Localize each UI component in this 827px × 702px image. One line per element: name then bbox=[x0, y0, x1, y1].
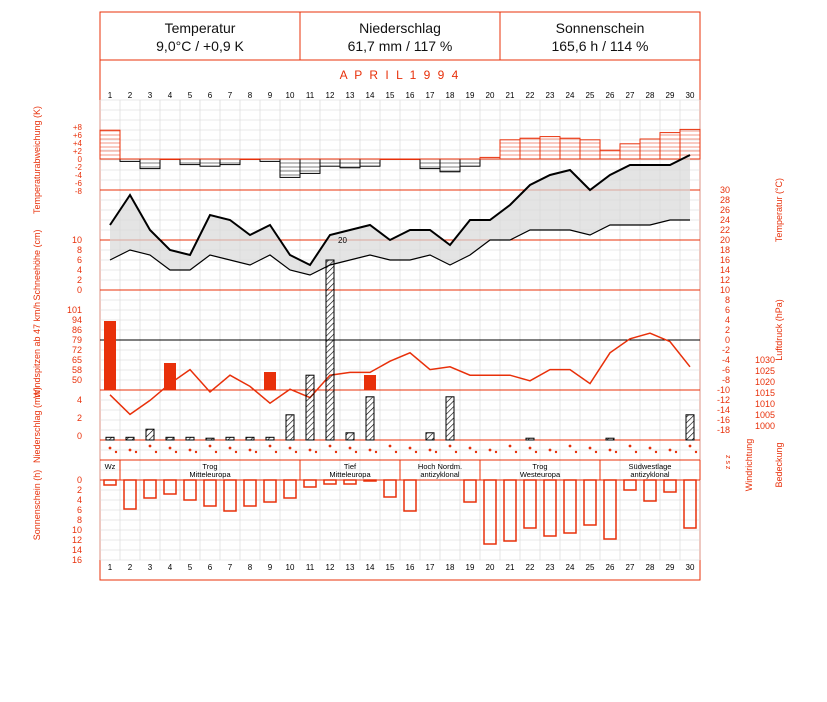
sunshine-bar bbox=[104, 480, 116, 485]
temperature-tick: -16 bbox=[716, 415, 730, 425]
temperature-tick: 12 bbox=[719, 275, 730, 285]
precip-bar bbox=[446, 397, 454, 440]
day-label-top: 8 bbox=[247, 91, 253, 100]
wind-dir-dot bbox=[349, 447, 352, 450]
sunshine-bar bbox=[484, 480, 496, 544]
cloud-dot bbox=[555, 451, 557, 453]
day-label-top: 28 bbox=[645, 91, 655, 100]
wind-dir-dot bbox=[269, 445, 272, 448]
wind-dir-dot bbox=[329, 445, 332, 448]
axis-title-sunshine: Sonnenschein (h) bbox=[32, 469, 42, 541]
wind-tick: 79 bbox=[71, 335, 82, 345]
cloud-dot bbox=[155, 451, 157, 453]
temperature-tick: -6 bbox=[721, 365, 730, 375]
day-label-top: 4 bbox=[167, 91, 173, 100]
temp-anomaly-bar bbox=[680, 129, 700, 159]
pressure-tick: 1010 bbox=[754, 399, 775, 409]
cloud-dot bbox=[115, 451, 117, 453]
wind-dir-dot bbox=[289, 447, 292, 450]
temp-anomaly-bar bbox=[280, 159, 300, 177]
day-label-top: 6 bbox=[207, 91, 213, 100]
wind-dir-dot bbox=[449, 445, 452, 448]
day-label-top: 12 bbox=[325, 91, 335, 100]
pressure-tick: 1020 bbox=[754, 377, 775, 387]
wind-tick: 86 bbox=[71, 325, 82, 335]
precip-bar bbox=[426, 433, 434, 440]
sunshine-bar bbox=[244, 480, 256, 506]
weather-type-label: Trog bbox=[202, 462, 218, 471]
cloud-dot bbox=[515, 451, 517, 453]
day-label-top: 13 bbox=[345, 91, 355, 100]
day-label-bottom: 19 bbox=[465, 563, 475, 572]
day-label-bottom: 6 bbox=[207, 563, 213, 572]
wind-dir-dot bbox=[549, 449, 552, 452]
precip-bar bbox=[346, 433, 354, 440]
temperature-tick: 4 bbox=[724, 315, 730, 325]
day-label-top: 7 bbox=[227, 91, 233, 100]
axis-title-temperature: Temperatur (°C) bbox=[774, 177, 784, 243]
temp-anomaly-tick: +6 bbox=[72, 131, 82, 140]
wind-dir-dot bbox=[569, 445, 572, 448]
wind-dir-dot bbox=[369, 449, 372, 452]
sunshine-bar bbox=[504, 480, 516, 541]
day-label-top: 20 bbox=[485, 91, 495, 100]
wind-dir-dot bbox=[129, 449, 132, 452]
temperature-tick: 26 bbox=[719, 205, 730, 215]
precip-tick: 4 bbox=[76, 395, 82, 405]
sunshine-tick: 12 bbox=[71, 535, 82, 545]
day-label-bottom: 25 bbox=[585, 563, 595, 572]
wind-dir-dot bbox=[649, 447, 652, 450]
snow-tick: 0 bbox=[76, 285, 82, 295]
sunshine-bar bbox=[564, 480, 576, 533]
weather-type-label: Mitteleuropa bbox=[329, 470, 371, 479]
temperature-tick: 2 bbox=[724, 325, 730, 335]
cloud-dot bbox=[455, 451, 457, 453]
header-precipitation-label: Niederschlag bbox=[359, 20, 441, 36]
wind-dir-dot bbox=[169, 447, 172, 450]
wind-dir-dot bbox=[309, 449, 312, 452]
weather-type-label: Mitteleuropa bbox=[189, 470, 231, 479]
day-label-bottom: 21 bbox=[505, 563, 515, 572]
sunshine-tick: 4 bbox=[76, 495, 82, 505]
sunshine-tick: 0 bbox=[76, 475, 82, 485]
header-temperature-value: 9,0°C / +0,9 K bbox=[156, 38, 244, 54]
cloud-dot bbox=[435, 451, 437, 453]
day-label-bottom: 27 bbox=[625, 563, 635, 572]
cloud-dot bbox=[675, 451, 677, 453]
precip-tick: 0 bbox=[76, 431, 82, 441]
temp-anomaly-tick: -2 bbox=[74, 163, 82, 172]
day-label-bottom: 3 bbox=[147, 563, 153, 572]
sunshine-bar bbox=[464, 480, 476, 502]
wind-dir-dot bbox=[529, 447, 532, 450]
day-label-bottom: 24 bbox=[565, 563, 575, 572]
day-label-bottom: 10 bbox=[285, 563, 295, 572]
day-label-top: 3 bbox=[147, 91, 153, 100]
day-label-bottom: 1 bbox=[107, 563, 113, 572]
temp-anomaly-bar bbox=[100, 130, 120, 159]
day-label-top: 27 bbox=[625, 91, 635, 100]
wind-gust-bar bbox=[164, 363, 176, 390]
month-title: A P R I L 1 9 9 4 bbox=[339, 68, 461, 82]
precip-bar bbox=[206, 438, 214, 440]
day-label-bottom: 2 bbox=[127, 563, 133, 572]
sunshine-bar bbox=[304, 480, 316, 487]
axis-title-wind: Windspitzen ab 47 km/h bbox=[32, 301, 42, 399]
cloud-dot bbox=[595, 451, 597, 453]
day-label-bottom: 26 bbox=[605, 563, 615, 572]
weather-type-label: Tief bbox=[343, 462, 357, 471]
temperature-tick: 16 bbox=[719, 255, 730, 265]
temperature-tick: -4 bbox=[721, 355, 730, 365]
day-label-bottom: 8 bbox=[247, 563, 253, 572]
temperature-tick: -10 bbox=[716, 385, 730, 395]
pressure-tick: 1030 bbox=[754, 355, 775, 365]
cloud-dot bbox=[495, 451, 497, 453]
wind-dir-dot bbox=[189, 449, 192, 452]
weather-type-label: Westeuropa bbox=[519, 470, 561, 479]
precip-bar bbox=[266, 437, 274, 440]
wind-dir-dot bbox=[489, 449, 492, 452]
cloud-dot bbox=[215, 451, 217, 453]
temp-anomaly-bar bbox=[500, 140, 520, 159]
day-label-top: 21 bbox=[505, 91, 515, 100]
pressure-tick: 1025 bbox=[754, 366, 775, 376]
sunshine-bar bbox=[524, 480, 536, 528]
sunshine-tick: 10 bbox=[71, 525, 82, 535]
cloud-dot bbox=[475, 451, 477, 453]
precip-bar bbox=[326, 260, 334, 440]
wind-tick: 65 bbox=[71, 355, 82, 365]
precip-bar bbox=[246, 437, 254, 440]
temperature-tick: 20 bbox=[719, 235, 730, 245]
wind-gust-bar bbox=[104, 321, 116, 390]
snow-tick: 4 bbox=[76, 265, 82, 275]
wind-dir-dot bbox=[689, 445, 692, 448]
temp-anomaly-tick: 0 bbox=[77, 155, 82, 164]
wind-gust-bar bbox=[264, 372, 276, 390]
day-label-top: 30 bbox=[685, 91, 695, 100]
header-precipitation-value: 61,7 mm / 117 % bbox=[347, 38, 453, 54]
precip-bar bbox=[306, 375, 314, 440]
sunshine-tick: 16 bbox=[71, 555, 82, 565]
day-label-bottom: 11 bbox=[305, 563, 315, 572]
cloud-dot bbox=[255, 451, 257, 453]
wind-dir-dot bbox=[409, 447, 412, 450]
snow-tick: 6 bbox=[76, 255, 82, 265]
day-label-top: 2 bbox=[127, 91, 133, 100]
day-label-top: 18 bbox=[445, 91, 455, 100]
wind-dir-dot bbox=[509, 445, 512, 448]
cloud-dot bbox=[315, 451, 317, 453]
day-label-bottom: 18 bbox=[445, 563, 455, 572]
sunshine-bar bbox=[644, 480, 656, 501]
wind-dir-dot bbox=[669, 449, 672, 452]
header-temperature-label: Temperatur bbox=[164, 20, 236, 36]
wind-dir-dot bbox=[469, 447, 472, 450]
temp-anomaly-tick: -8 bbox=[74, 187, 82, 196]
axis-title-precip: Niederschlag (mm) bbox=[32, 386, 42, 464]
pressure-tick: 1005 bbox=[754, 410, 775, 420]
day-label-bottom: 23 bbox=[545, 563, 555, 572]
day-label-bottom: 7 bbox=[227, 563, 233, 572]
temp-anomaly-bar bbox=[640, 139, 660, 159]
day-label-top: 5 bbox=[187, 91, 193, 100]
temp-anomaly-bar bbox=[340, 159, 360, 168]
cloud-dot bbox=[655, 451, 657, 453]
temperature-tick: 22 bbox=[719, 225, 730, 235]
cloud-dot bbox=[415, 451, 417, 453]
day-label-top: 14 bbox=[365, 91, 375, 100]
wind-gust-bar bbox=[364, 375, 376, 390]
sunshine-bar bbox=[284, 480, 296, 498]
sunshine-bar bbox=[164, 480, 176, 494]
day-label-bottom: 14 bbox=[365, 563, 375, 572]
day-label-top: 23 bbox=[545, 91, 555, 100]
snow-tick: 2 bbox=[76, 275, 82, 285]
temperature-tick: 28 bbox=[719, 195, 730, 205]
wind-dir-dot bbox=[229, 447, 232, 450]
temperature-tick: 30 bbox=[719, 185, 730, 195]
day-label-top: 15 bbox=[385, 91, 395, 100]
sunshine-bar bbox=[684, 480, 696, 528]
day-label-bottom: 22 bbox=[525, 563, 535, 572]
wind-dir-dot bbox=[429, 449, 432, 452]
temp-anomaly-tick: -4 bbox=[74, 171, 82, 180]
weather-type-label: antizyklonal bbox=[420, 470, 460, 479]
precip-bar bbox=[286, 415, 294, 440]
temperature-tick: 24 bbox=[719, 215, 730, 225]
precip-tick: 2 bbox=[76, 413, 82, 423]
day-label-top: 25 bbox=[585, 91, 595, 100]
temp-anomaly-bar bbox=[520, 138, 540, 159]
wind-tick: 101 bbox=[66, 305, 82, 315]
sunshine-bar bbox=[344, 480, 356, 484]
axis-title-snow: Schneehöhe (cm) bbox=[32, 229, 42, 301]
header-sunshine-value: 165,6 h / 114 % bbox=[551, 38, 649, 54]
temperature-tick: 8 bbox=[724, 295, 730, 305]
cloud-dot bbox=[175, 451, 177, 453]
sunshine-bar bbox=[144, 480, 156, 498]
wind-scale-label: z s z bbox=[724, 455, 731, 470]
precip-bar bbox=[126, 437, 134, 440]
day-label-bottom: 15 bbox=[385, 563, 395, 572]
temperature-tick: -8 bbox=[721, 375, 730, 385]
wind-dir-dot bbox=[149, 445, 152, 448]
day-label-top: 1 bbox=[107, 91, 113, 100]
temperature-tick: 6 bbox=[724, 305, 730, 315]
sunshine-bar bbox=[404, 480, 416, 511]
sunshine-bar bbox=[544, 480, 556, 536]
weather-type-label: antizyklonal bbox=[630, 470, 670, 479]
day-label-top: 22 bbox=[525, 91, 535, 100]
cloud-dot bbox=[195, 451, 197, 453]
day-label-top: 16 bbox=[405, 91, 415, 100]
cloud-dot bbox=[395, 451, 397, 453]
weather-type-label: Trog bbox=[532, 462, 548, 471]
wind-tick: 50 bbox=[71, 375, 82, 385]
sunshine-bar bbox=[264, 480, 276, 502]
temp-anomaly-tick: -6 bbox=[74, 179, 82, 188]
day-label-top: 29 bbox=[665, 91, 675, 100]
sunshine-tick: 6 bbox=[76, 505, 82, 515]
sunshine-bar bbox=[584, 480, 596, 525]
day-label-bottom: 16 bbox=[405, 563, 415, 572]
cloud-dot bbox=[235, 451, 237, 453]
cloud-dot bbox=[295, 451, 297, 453]
precip-bar bbox=[686, 415, 694, 440]
wind-dir-dot bbox=[249, 449, 252, 452]
sunshine-bar bbox=[624, 480, 636, 490]
wind-dir-dot bbox=[389, 445, 392, 448]
sunshine-tick: 2 bbox=[76, 485, 82, 495]
weather-type-label: Wz bbox=[104, 462, 116, 471]
day-label-top: 19 bbox=[465, 91, 475, 100]
cloud-dot bbox=[135, 451, 137, 453]
wind-tick: 58 bbox=[71, 365, 82, 375]
pressure-tick: 1015 bbox=[754, 388, 775, 398]
wind-dir-dot bbox=[109, 447, 112, 450]
day-label-bottom: 12 bbox=[325, 563, 335, 572]
pressure-tick: 1000 bbox=[754, 421, 775, 431]
temp-anomaly-bar bbox=[620, 144, 640, 159]
day-label-bottom: 13 bbox=[345, 563, 355, 572]
precip-bar bbox=[146, 429, 154, 440]
day-label-top: 9 bbox=[267, 91, 273, 100]
day-label-bottom: 28 bbox=[645, 563, 655, 572]
cloud-dot bbox=[695, 451, 697, 453]
precip-bar bbox=[166, 437, 174, 440]
axis-title-temp-anomaly: Temperaturabweichung (K) bbox=[32, 105, 42, 215]
cloud-dot bbox=[275, 451, 277, 453]
axis-title-pressure: Luftdruck (hPa) bbox=[774, 299, 784, 361]
precip-overflow-label: 20 bbox=[338, 236, 347, 245]
precip-bar bbox=[526, 438, 534, 440]
sunshine-tick: 14 bbox=[71, 545, 82, 555]
cloud-dot bbox=[635, 451, 637, 453]
temp-anomaly-tick: +2 bbox=[72, 147, 82, 156]
day-label-bottom: 29 bbox=[665, 563, 675, 572]
cloud-dot bbox=[375, 451, 377, 453]
temperature-tick: 18 bbox=[719, 245, 730, 255]
temperature-tick: 14 bbox=[719, 265, 730, 275]
weather-type-label: Hoch Nordm. bbox=[417, 462, 463, 471]
cloud-dot bbox=[575, 451, 577, 453]
temperature-tick: 10 bbox=[719, 285, 730, 295]
temp-anomaly-bar bbox=[580, 140, 600, 159]
axis-title-cloud: Bedeckung bbox=[774, 442, 784, 488]
cloud-dot bbox=[355, 451, 357, 453]
day-label-bottom: 17 bbox=[425, 563, 435, 572]
temperature-tick: -18 bbox=[716, 425, 730, 435]
precip-bar bbox=[366, 397, 374, 440]
wind-dir-dot bbox=[589, 447, 592, 450]
day-label-bottom: 9 bbox=[267, 563, 273, 572]
temperature-tick: -2 bbox=[721, 345, 730, 355]
wind-dir-dot bbox=[629, 445, 632, 448]
header-sunshine-label: Sonnenschein bbox=[555, 20, 645, 36]
sunshine-bar bbox=[364, 480, 376, 481]
day-label-top: 26 bbox=[605, 91, 615, 100]
temp-anomaly-bar bbox=[600, 150, 620, 159]
wind-tick: 94 bbox=[71, 315, 82, 325]
day-label-bottom: 4 bbox=[167, 563, 173, 572]
wind-dir-dot bbox=[209, 445, 212, 448]
precip-bar bbox=[106, 437, 114, 440]
axis-title-wind-dir: Windrichtung bbox=[744, 438, 754, 492]
sunshine-tick: 8 bbox=[76, 515, 82, 525]
day-label-top: 10 bbox=[285, 91, 295, 100]
snow-tick: 8 bbox=[76, 245, 82, 255]
cloud-dot bbox=[535, 451, 537, 453]
day-label-top: 24 bbox=[565, 91, 575, 100]
wind-tick: 72 bbox=[71, 345, 82, 355]
sunshine-bar bbox=[124, 480, 136, 509]
wind-dir-dot bbox=[609, 449, 612, 452]
sunshine-bar bbox=[384, 480, 396, 497]
temperature-tick: -14 bbox=[716, 405, 730, 415]
cloud-dot bbox=[335, 451, 337, 453]
temperature-tick: 0 bbox=[724, 335, 730, 345]
sunshine-bar bbox=[224, 480, 236, 511]
precip-bar bbox=[186, 437, 194, 440]
weather-type-label: Südwestlage bbox=[628, 462, 672, 471]
precip-bar bbox=[606, 438, 614, 440]
sunshine-bar bbox=[324, 480, 336, 484]
temp-anomaly-tick: +8 bbox=[72, 123, 82, 132]
temp-anomaly-bar bbox=[560, 138, 580, 159]
day-label-bottom: 30 bbox=[685, 563, 695, 572]
day-label-bottom: 5 bbox=[187, 563, 193, 572]
temp-anomaly-tick: +4 bbox=[72, 139, 82, 148]
day-label-top: 17 bbox=[425, 91, 435, 100]
day-label-bottom: 20 bbox=[485, 563, 495, 572]
temperature-tick: -12 bbox=[716, 395, 730, 405]
sunshine-bar bbox=[204, 480, 216, 506]
precip-bar bbox=[226, 437, 234, 440]
day-label-top: 11 bbox=[305, 91, 315, 100]
snow-tick: 10 bbox=[71, 235, 82, 245]
cloud-dot bbox=[615, 451, 617, 453]
